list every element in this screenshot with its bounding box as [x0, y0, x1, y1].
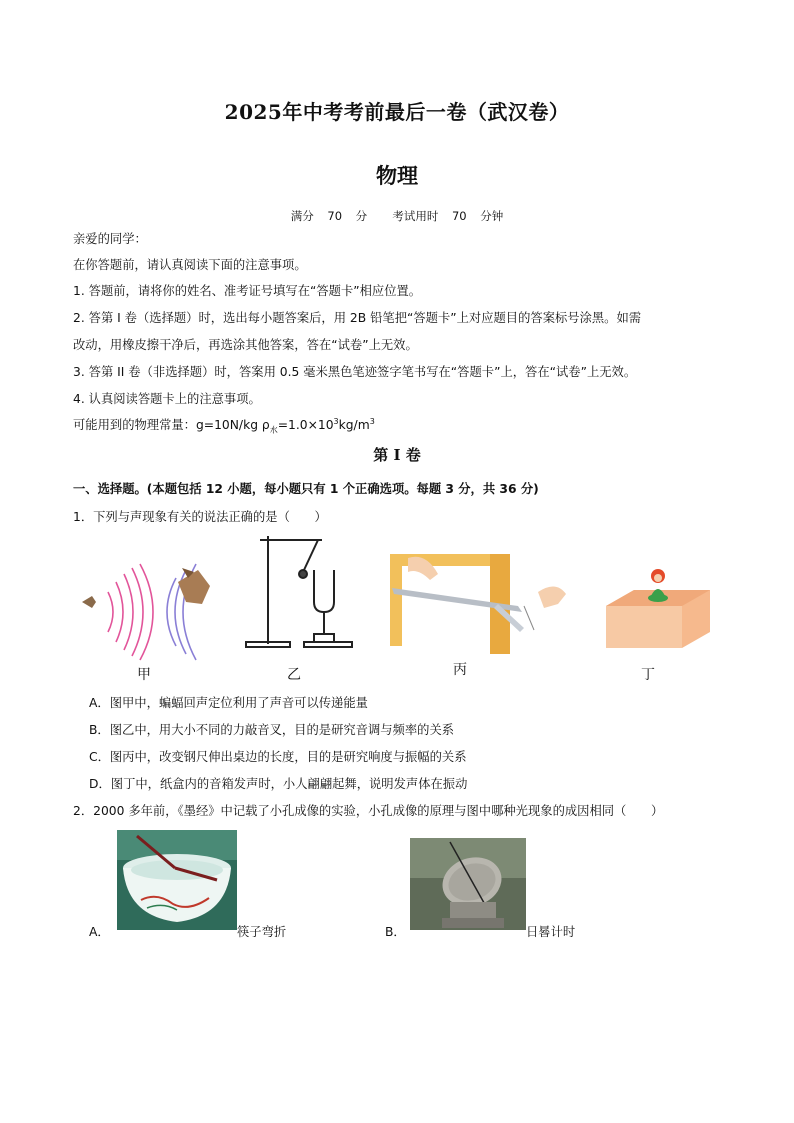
subject-title: 物理 [376, 163, 418, 188]
bowl-chopstick-image [117, 830, 237, 930]
figure-speaker-box [606, 569, 710, 648]
question-1-option: A．图甲中，蝙蝠回声定位利用了声音可以传递能量 [89, 696, 368, 710]
question-1-option: D．图丁中，纸盒内的音箱发声时，小人翩翩起舞，说明发声体在振动 [89, 777, 468, 791]
sundial-image [410, 838, 526, 930]
question-1-figures [78, 532, 718, 682]
question-1-stem: 1．下列与声现象有关的说法正确的是（ ） [73, 510, 327, 524]
instruction-item: 3. 答第 II 卷（非选择题）时，答案用 0.5 毫米黑色笔迹签字笔书写在“答题卡”上，答在“试卷”上无效。 [73, 365, 637, 379]
question-1-option: C．图丙中，改变钢尺伸出桌边的长度，目的是研究响度与振幅的关系 [89, 750, 467, 764]
question-1-option: B．图乙中，用大小不同的力敲音叉，目的是研究音调与频率的关系 [89, 723, 455, 737]
instruction-item: 1. 答题前，请将你的姓名、准考证号填写在“答题卡”相应位置。 [73, 284, 422, 298]
figure-caption: 乙 [287, 667, 301, 683]
question-2-option-b-label: B． [385, 925, 406, 939]
section-heading: 一、选择题。(本题包括 12 小题，每小题只有 1 个正确选项。每题 3 分，共 36 分) [73, 482, 539, 496]
question-2-option-b-text: 日晷计时 [526, 925, 576, 939]
exam-meta: 满分 70 分 考试用时 70 分钟 [290, 209, 504, 223]
figure-ruler-table [390, 554, 566, 654]
question-2-stem: 2．2000 多年前，《墨经》中记载了小孔成像的实验，小孔成像的原理与图中哪种光现象的成因相同（ ） [73, 804, 664, 818]
figure-tuning-fork [246, 536, 352, 647]
figure-bat-echolocation [82, 564, 210, 660]
exam-title: 2025年中考考前最后一卷（武汉卷） [224, 100, 570, 124]
figure-caption: 甲 [137, 667, 151, 683]
question-2-option-a-text: 筷子弯折 [237, 925, 287, 939]
instruction-item: 4. 认真阅读答题卡上的注意事项。 [73, 392, 261, 406]
greeting: 亲爱的同学： [73, 232, 147, 246]
figure-caption: 丙 [453, 662, 467, 678]
instruction-item: 2. 答第 I 卷（选择题）时，选出每小题答案后，用 2B 铅笔把“答题卡”上对应题目的答案标号涂黑。如需 [73, 311, 642, 325]
figure-caption: 丁 [641, 667, 655, 683]
instruction-item: 改动，用橡皮擦干净后，再选涂其他答案，答在“试卷”上无效。 [73, 338, 418, 352]
physics-constants: 可能用到的物理常量：g=10N/kg $\rho_水=1.0\times 10^3kg/m^3$ [73, 416, 375, 435]
question-2-option-a-label: A． [89, 925, 110, 939]
part-heading: 第 I 卷 [373, 446, 421, 464]
instructions-lead: 在你答题前，请认真阅读下面的注意事项。 [73, 258, 307, 272]
